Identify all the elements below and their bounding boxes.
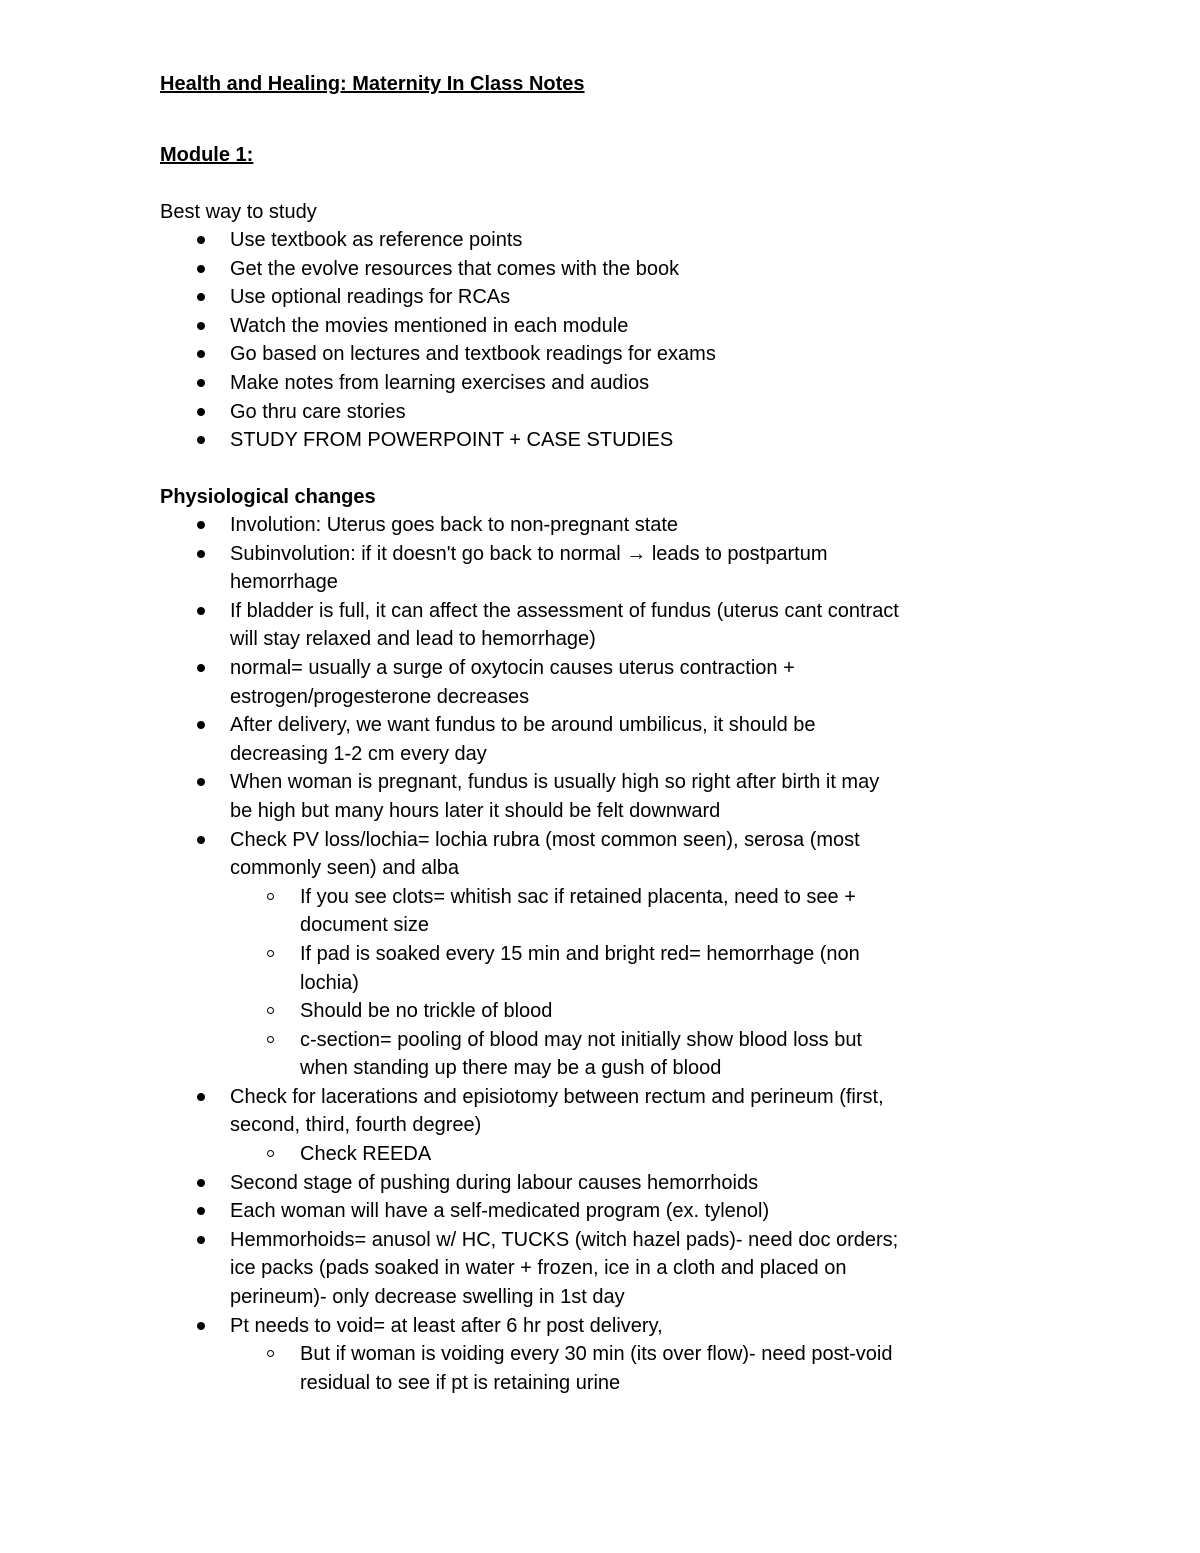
physiological-changes-list [160, 511, 900, 1397]
study-section-label: Best way to study [160, 201, 317, 223]
list-item: Subinvolution: if it doesn't go back to normal → leads to postpartum hemorrhage [160, 540, 900, 597]
list-item: Use textbook as reference points [160, 226, 900, 255]
module-heading: Module 1: [160, 144, 254, 166]
study-tips-list [160, 226, 900, 455]
list-item: Use optional readings for RCAs [160, 283, 900, 312]
lochia-sublist [160, 883, 900, 1083]
list-item: Check PV loss/lochia= lochia rubra (most common seen), serosa (most commonly seen) and alba If you see clots= whitish sac if retained placenta, need to see + document size If pad is soaked every 15 min and bright red= hemorrhage (non lochia) Should be no trickle of blood c-section= pooling of blood may not initially show blood loss but when standing up there may be a gush of blood [160, 826, 900, 1083]
laceration-sublist [160, 1140, 900, 1169]
list-item: After delivery, we want fundus to be around umbilicus, it should be decreasing 1-2 cm every day [160, 711, 900, 768]
sub-list-item: If pad is soaked every 15 min and bright red= hemorrhage (non lochia) [160, 940, 900, 997]
list-item: Hemmorhoids= anusol w/ HC, TUCKS (witch hazel pads)- need doc orders; ice packs (pads soaked in water + frozen, ice in a cloth and placed on perineum)- only decrease swelling in 1st day [160, 1226, 900, 1312]
list-item: Go thru care stories [160, 398, 900, 427]
list-item: When woman is pregnant, fundus is usually high so right after birth it may be high but many hours later it should be felt downward [160, 768, 900, 825]
list-item: Make notes from learning exercises and audios [160, 369, 900, 398]
list-item: Go based on lectures and textbook readings for exams [160, 340, 900, 369]
list-item: Each woman will have a self-medicated program (ex. tylenol) [160, 1197, 900, 1226]
list-item: Check for lacerations and episiotomy between rectum and perineum (first, second, third, fourth degree) Check REEDA [160, 1083, 900, 1169]
sub-list-item: If you see clots= whitish sac if retained placenta, need to see + document size [160, 883, 900, 940]
voiding-sublist [160, 1340, 900, 1397]
list-item: Pt needs to void= at least after 6 hr post delivery, But if woman is voiding every 30 min (its over flow)- need post-void residual to see if pt is retaining urine [160, 1312, 900, 1398]
list-item: Get the evolve resources that comes with the book [160, 255, 900, 284]
sub-list-item: Check REEDA [160, 1140, 900, 1169]
list-item: normal= usually a surge of oxytocin causes uterus contraction + estrogen/progesterone decreases [160, 654, 900, 711]
sub-list-item: c-section= pooling of blood may not initially show blood loss but when standing up there may be a gush of blood [160, 1026, 900, 1083]
list-item: Second stage of pushing during labour causes hemorrhoids [160, 1169, 900, 1198]
list-item: Watch the movies mentioned in each module [160, 312, 900, 341]
document-title: Health and Healing: Maternity In Class Notes [160, 73, 585, 95]
sub-list-item: Should be no trickle of blood [160, 997, 900, 1026]
sub-list-item: But if woman is voiding every 30 min (its over flow)- need post-void residual to see if pt is retaining urine [160, 1340, 900, 1397]
list-item: STUDY FROM POWERPOINT + CASE STUDIES [160, 426, 900, 455]
physiological-changes-heading: Physiological changes [160, 486, 376, 508]
list-item: Involution: Uterus goes back to non-pregnant state [160, 511, 900, 540]
list-item: If bladder is full, it can affect the assessment of fundus (uterus cant contract will stay relaxed and lead to hemorrhage) [160, 597, 900, 654]
